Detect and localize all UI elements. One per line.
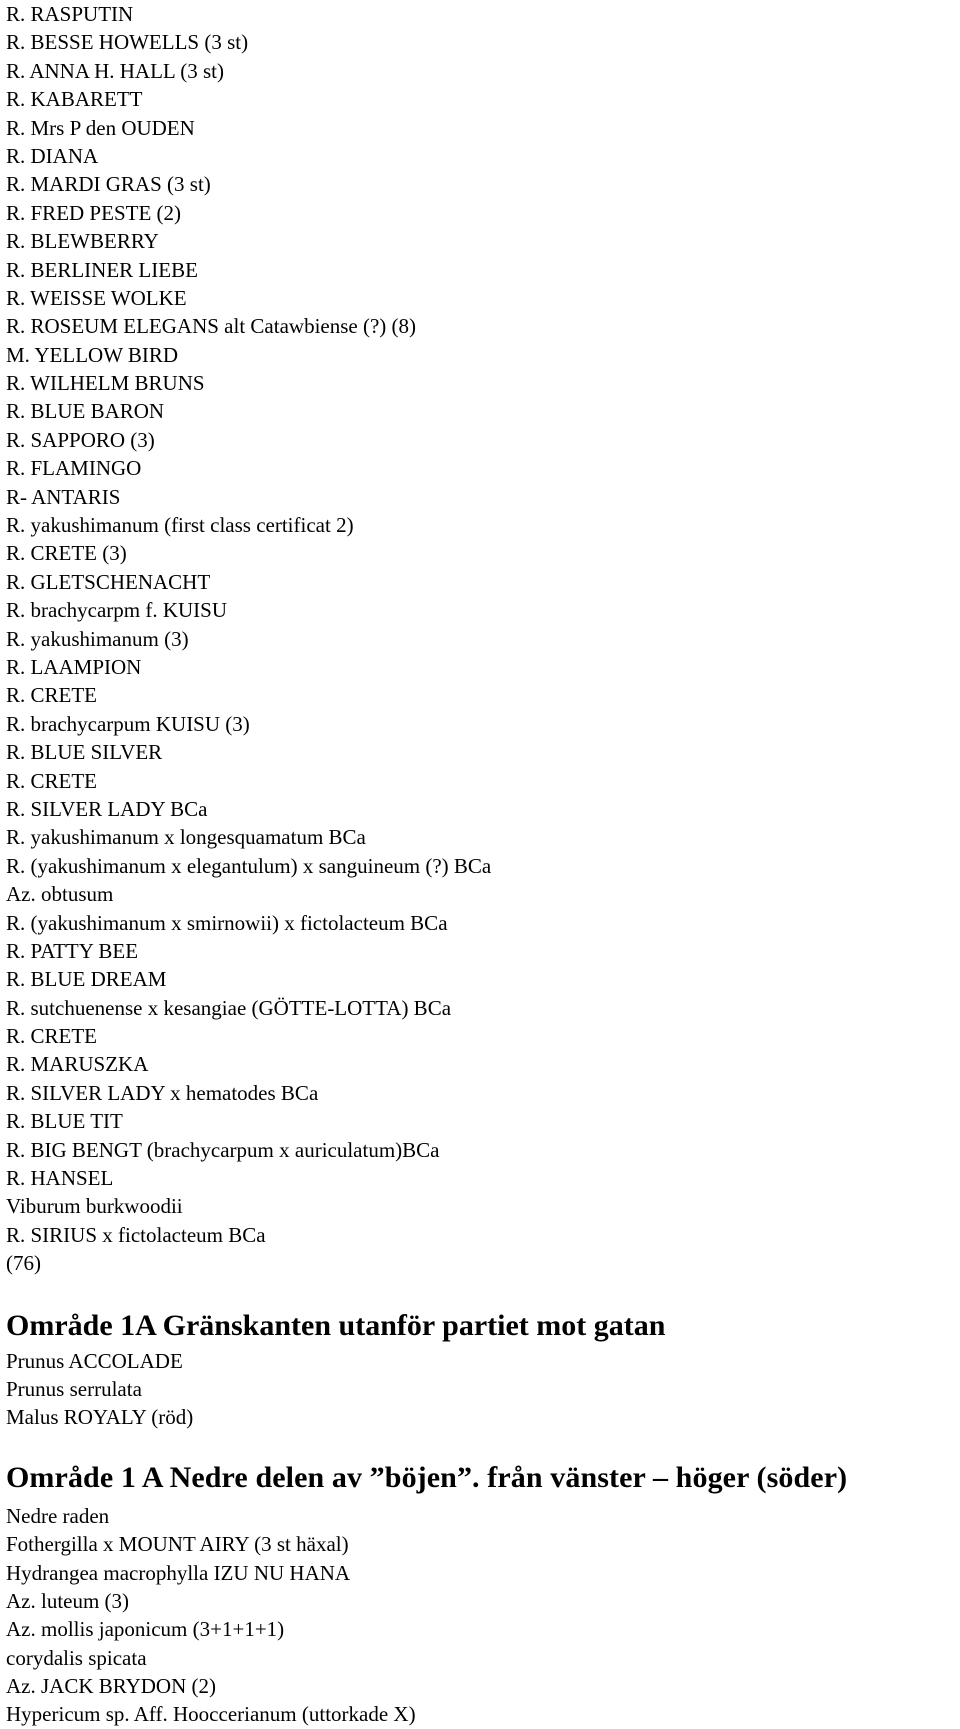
document-page xyxy=(6,0,956,1729)
section-2-list-item: Fothergilla x MOUNT AIRY (3 st häxal) xyxy=(6,1532,349,1557)
plant-list-item: R. WEISSE WOLKE xyxy=(6,285,187,310)
plant-list-item: R. brachycarpum KUISU (3) xyxy=(6,711,250,736)
plant-list-item: R. PATTY BEE xyxy=(6,938,139,963)
plant-list-item: R. RASPUTIN xyxy=(6,2,134,26)
plant-list-item: R. LAAMPION xyxy=(6,654,142,679)
section-2-list-item: Az. luteum (3) xyxy=(6,1588,130,1613)
plant-list-item: R- ANTARIS xyxy=(6,484,121,509)
plant-list-item: R. (yakushimanum x elegantulum) x sanguineum (?) BCa xyxy=(6,853,492,878)
plant-list-item: (76) xyxy=(6,1251,41,1276)
plant-list-item: R. ROSEUM ELEGANS alt Catawbiense (?) (8) xyxy=(6,314,417,339)
section-2-list xyxy=(6,1502,956,1729)
plant-list-item: R. CRETE xyxy=(6,683,98,708)
plant-list-item: R. BLEWBERRY xyxy=(6,229,159,254)
plant-list-item: R. CRETE xyxy=(6,768,98,793)
plant-list-item: R. SILVER LADY x hematodes BCa xyxy=(6,1080,319,1105)
plant-list-item: R. yakushimanum (3) xyxy=(6,626,189,651)
section-heading-1: Område 1A Gränskanten utanför partiet mot gatan xyxy=(6,1308,666,1342)
plant-list-item: R. yakushimanum (first class certificat 2) xyxy=(6,513,354,538)
plant-list-item: R. MARUSZKA xyxy=(6,1052,149,1077)
plant-list-item: R. Mrs P den OUDEN xyxy=(6,115,195,140)
section-2-list-item: Hypericum sp. Aff. Hooccerianum (uttorkade X) xyxy=(6,1702,416,1727)
plant-list-item: R. MARDI GRAS (3 st) xyxy=(6,172,211,197)
section-heading-2: Område 1 A Nedre delen av ”böjen”. från vänster – höger (söder) xyxy=(6,1460,848,1494)
section-1-list-item: Prunus serrulata xyxy=(6,1376,142,1401)
section-1-list xyxy=(6,1347,956,1432)
plant-list-item: R. GLETSCHENACHT xyxy=(6,569,211,594)
plant-list-item: R. CRETE (3) xyxy=(6,541,127,566)
plant-list-item: R. (yakushimanum x smirnowii) x fictolacteum BCa xyxy=(6,910,448,935)
plant-list xyxy=(6,0,956,1278)
section-2-list-item: Az. JACK BRYDON (2) xyxy=(6,1674,216,1699)
plant-list-item: R. FLAMINGO xyxy=(6,456,142,481)
plant-list-item: R. DIANA xyxy=(6,143,99,168)
plant-list-item: R. FRED PESTE (2) xyxy=(6,200,182,225)
plant-list-item: R. KABARETT xyxy=(6,87,143,112)
plant-list-item: R. BLUE DREAM xyxy=(6,967,167,992)
plant-list-item: R. CRETE xyxy=(6,1024,98,1049)
plant-list-item: R. BLUE BARON xyxy=(6,399,165,424)
plant-list-item: R. WILHELM BRUNS xyxy=(6,371,205,396)
plant-list-item: R. sutchuenense x kesangiae (GÖTTE-LOTTA) BCa xyxy=(6,995,452,1020)
plant-list-item: R. BESSE HOWELLS (3 st) xyxy=(6,30,249,55)
section-2-list-item: Az. mollis japonicum (3+1+1+1) xyxy=(6,1617,285,1642)
section-2-list-item: corydalis spicata xyxy=(6,1645,147,1670)
section-2-list-item: Nedre raden xyxy=(6,1503,110,1528)
section-1-list-item: Malus ROYALY (röd) xyxy=(6,1405,194,1430)
plant-list-item: R. ANNA H. HALL (3 st) xyxy=(6,58,224,83)
plant-list-item: R. BLUE TIT xyxy=(6,1109,123,1134)
plant-list-item: R. SILVER LADY BCa xyxy=(6,796,208,821)
plant-list-item: R. BLUE SILVER xyxy=(6,740,163,765)
plant-list-item: R. yakushimanum x longesquamatum BCa xyxy=(6,825,366,850)
plant-list-item: R. SAPPORO (3) xyxy=(6,427,155,452)
plant-list-item: R. BIG BENGT (brachycarpum x auriculatum)BCa xyxy=(6,1137,440,1162)
plant-list-item: Az. obtusum xyxy=(6,882,114,907)
plant-list-item: R. BERLINER LIEBE xyxy=(6,257,198,282)
section-2-list-item: Hydrangea macrophylla IZU NU HANA xyxy=(6,1560,351,1585)
plant-list-item: R. HANSEL xyxy=(6,1166,114,1191)
plant-list-item: R. brachycarpm f. KUISU xyxy=(6,598,228,623)
section-1-list-item: Prunus ACCOLADE xyxy=(6,1348,183,1373)
plant-list-item: M. YELLOW BIRD xyxy=(6,342,179,367)
plant-list-item: Viburum burkwoodii xyxy=(6,1194,183,1219)
plant-list-item: R. SIRIUS x fictolacteum BCa xyxy=(6,1222,266,1247)
